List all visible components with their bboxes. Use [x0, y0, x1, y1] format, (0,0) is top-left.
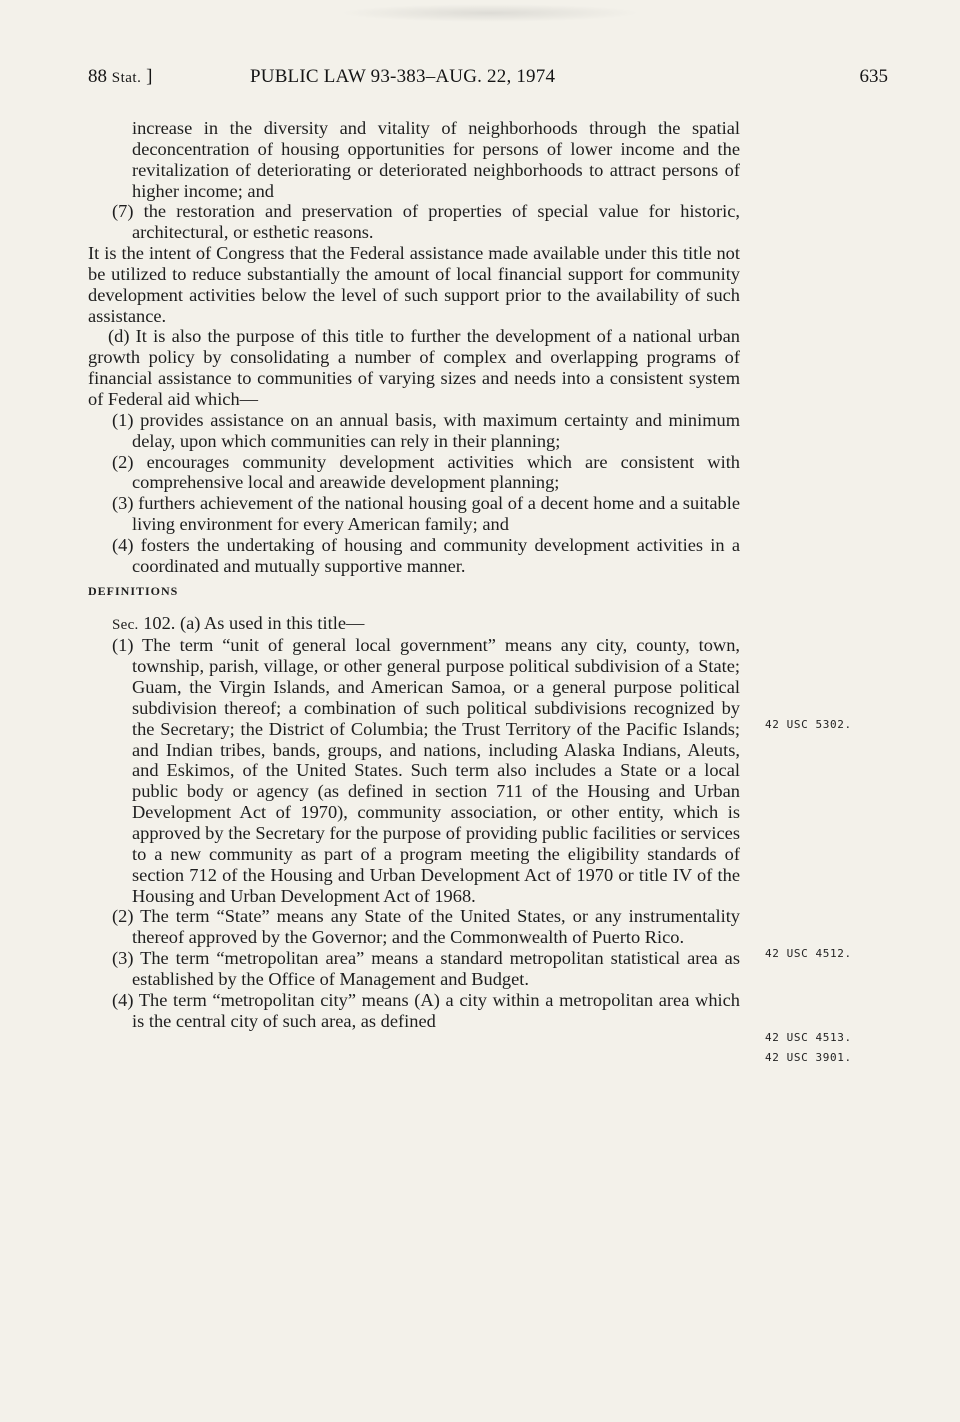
page-number: 635 — [859, 66, 888, 87]
margin-citation: 42 USC 4512. — [765, 947, 852, 960]
paragraph: (d) It is also the purpose of this title to further the development of a national urban growth policy by consolidating a number of complex and overlapping programs of financial assistance to communities of varying sizes and needs into a consistent system of Federal aid which— — [88, 326, 740, 409]
header-title: PUBLIC LAW 93-383–AUG. 22, 1974 — [250, 66, 556, 87]
definition-item: (1) The term “unit of general local government” means any city, county, town, township, parish, village, or other general purpose political subdivision of a State; Guam, the Virgin Islands, and American Samoa, or a general purpose political subdivision thereof; a combination of such political subdivisions recognized by the Secretary; the District of Columbia; the Trust Territory of the Pacific Islands; and Indian tribes, bands, groups, and nations, including Alaska Indians, Aleuts, and Eskimos, of the United States. Such term also includes a State or a local public body or agency (as defined in section 711 of the Housing and Urban Development Act of 1970), community association, or other entity, which is approved by the Secretary for the purpose of providing public facilities or services to a new community as part of a program meeting the eligibility standards of section 712 of the Housing and Urban Development Act of 1970 or title IV of the Housing and Urban Development Act of 1968. — [112, 635, 740, 906]
print-bleed-artifact — [340, 4, 640, 22]
margin-citation: 42 USC 5302. — [765, 718, 852, 731]
statute-citation: 88 Stat. ] — [88, 66, 153, 87]
paragraph: increase in the diversity and vitality of neighborhoods through the spatial deconcentration of housing opportunities for persons of lower income and the revitalization of deteriorating or deteriorated neighborhoods to attract persons of higher income; and — [132, 118, 740, 201]
running-header — [88, 66, 888, 92]
list-item: (4) fosters the undertaking of housing and community development activities in a coordinated and mutually supportive manner. — [112, 534, 740, 576]
definition-item: (3) The term “metropolitan area” means a standard metropolitan statistical area as established by the Office of Management and Budget. — [112, 948, 740, 989]
section-intro: Sec. 102. (a) As used in this title— — [112, 612, 365, 633]
definition-item: (2) The term “State” means any State of the United States, or any instrumentality thereof approved by the Governor; and the Commonwealth of Puerto Rico. — [112, 906, 740, 948]
margin-citation: 42 USC 3901. — [765, 1051, 852, 1064]
paragraph: (7) the restoration and preservation of properties of special value for historic, architectural, or esthetic reasons. — [112, 201, 740, 243]
list-item: (1) provides assistance on an annual basis, with maximum certainty and minimum delay, upon which communities can rely in their planning; — [112, 409, 740, 451]
list-item: (2) encourages community development activities which are consistent with comprehensive local and areawide development planning; — [112, 451, 740, 493]
section-heading: DEFINITIONS — [88, 583, 179, 598]
list-item: (3) furthers achievement of the national housing goal of a decent home and a suitable living environment for every American family; and — [112, 493, 740, 535]
definition-item: (4) The term “metropolitan city” means (A) a city within a metropolitan area which is the central city of such area, as defined — [112, 989, 740, 1031]
paragraph: It is the intent of Congress that the Federal assistance made available under this title not be utilized to reduce substantially the amount of local financial support for community development activities below the level of such support prior to the availability of such assistance. — [88, 243, 740, 326]
margin-citation: 42 USC 4513. — [765, 1031, 852, 1044]
body-text — [88, 118, 740, 1031]
